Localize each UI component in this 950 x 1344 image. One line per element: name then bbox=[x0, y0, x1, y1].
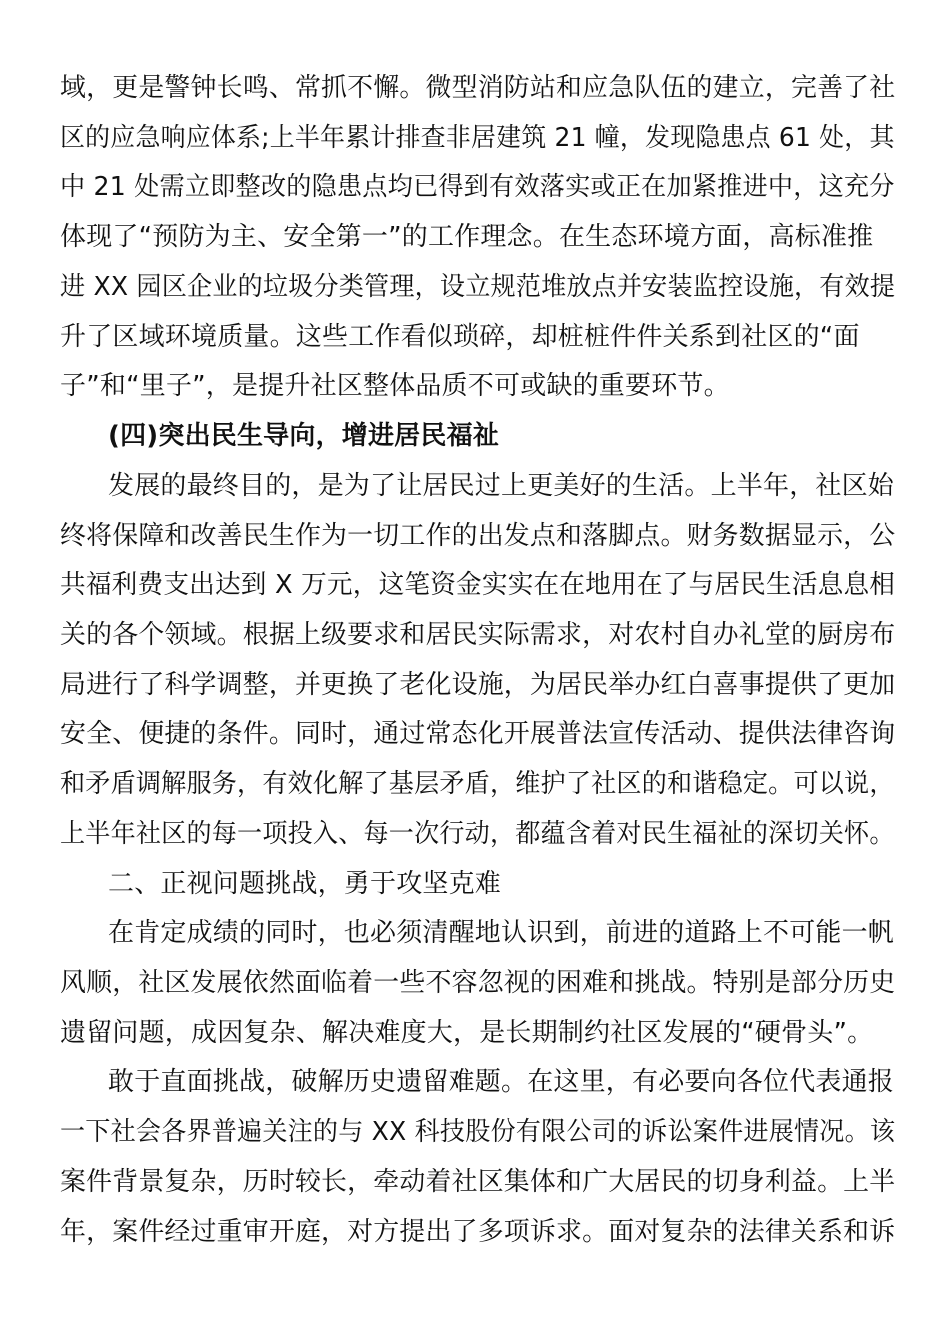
paragraph-line: 敢于直面挑战，破解历史遗留难题。在这里，有必要向各位代表通报 bbox=[108, 1067, 895, 1097]
paragraph-line: 年，案件经过重审开庭，对方提出了多项诉求。面对复杂的法律关系和诉 bbox=[60, 1217, 896, 1247]
paragraph-line: 遗留问题，成因复杂、解决难度大，是长期制约社区发展的“硬骨头”。 bbox=[60, 1018, 874, 1048]
paragraph-line: 和矛盾调解服务，有效化解了基层矛盾，维护了社区的和谐稳定。可以说， bbox=[60, 769, 895, 799]
paragraph-line: 域，更是警钟长鸣、常抓不懈。微型消防站和应急队伍的建立，完善了社 bbox=[60, 73, 896, 103]
paragraph-line: 一下社会各界普遍关注的与 XX 科技股份有限公司的诉讼案件进展情况。该 bbox=[60, 1117, 896, 1147]
paragraph-line: 安全、便捷的条件。同时，通过常态化开展普法宣传活动、提供法律咨询 bbox=[60, 719, 896, 749]
paragraph-line: 局进行了科学调整，并更换了老化设施，为居民举办红白喜事提供了更加 bbox=[60, 670, 896, 700]
paragraph-line: 发展的最终目的，是为了让居民过上更美好的生活。上半年，社区始 bbox=[108, 471, 895, 501]
paragraph-line: 升了区域环境质量。这些工作看似琐碎，却桩桩件件关系到社区的“面 bbox=[60, 322, 860, 352]
paragraph-line: 终将保障和改善民生作为一切工作的出发点和落脚点。财务数据显示，公 bbox=[60, 521, 896, 551]
paragraph-line: 子”和“里子”，是提升社区整体品质不可或缺的重要环节。 bbox=[60, 371, 730, 401]
paragraph-line: 进 XX 园区企业的垃圾分类管理，设立规范堆放点并安装监控设施，有效提 bbox=[60, 272, 896, 302]
paragraph-line: 案件背景复杂，历时较长，牵动着社区集体和广大居民的切身利益。上半 bbox=[60, 1167, 896, 1197]
paragraph-line: 区的应急响应体系;上半年累计排查非居建筑 21 幢，发现隐患点 61 处，其 bbox=[60, 123, 895, 153]
section-heading-4: (四)突出民生导向，增进居民福祉 bbox=[108, 421, 499, 451]
paragraph-line: 中 21 处需立即整改的隐患点均已得到有效落实或正在加紧推进中，这充分 bbox=[60, 172, 895, 202]
paragraph-line: 关的各个领域。根据上级要求和居民实际需求，对农村自办礼堂的厨房布 bbox=[60, 620, 896, 650]
paragraph-line: 上半年社区的每一项投入、每一次行动，都蕴含着对民生福祉的深切关怀。 bbox=[60, 819, 895, 849]
paragraph-line: 风顺，社区发展依然面临着一些不容忽视的困难和挑战。特别是部分历史 bbox=[60, 968, 896, 998]
paragraph-line: 体现了“预防为主、安全第一”的工作理念。在生态环境方面，高标准推 bbox=[60, 222, 874, 252]
paragraph-line: 共福利费支出达到 X 万元，这笔资金实实在在地用在了与居民生活息息相 bbox=[60, 570, 896, 600]
section-heading-2: 二、正视问题挑战，勇于攻坚克难 bbox=[108, 869, 502, 899]
paragraph-line: 在肯定成绩的同时，也必须清醒地认识到，前进的道路上不可能一帆 bbox=[108, 918, 895, 948]
